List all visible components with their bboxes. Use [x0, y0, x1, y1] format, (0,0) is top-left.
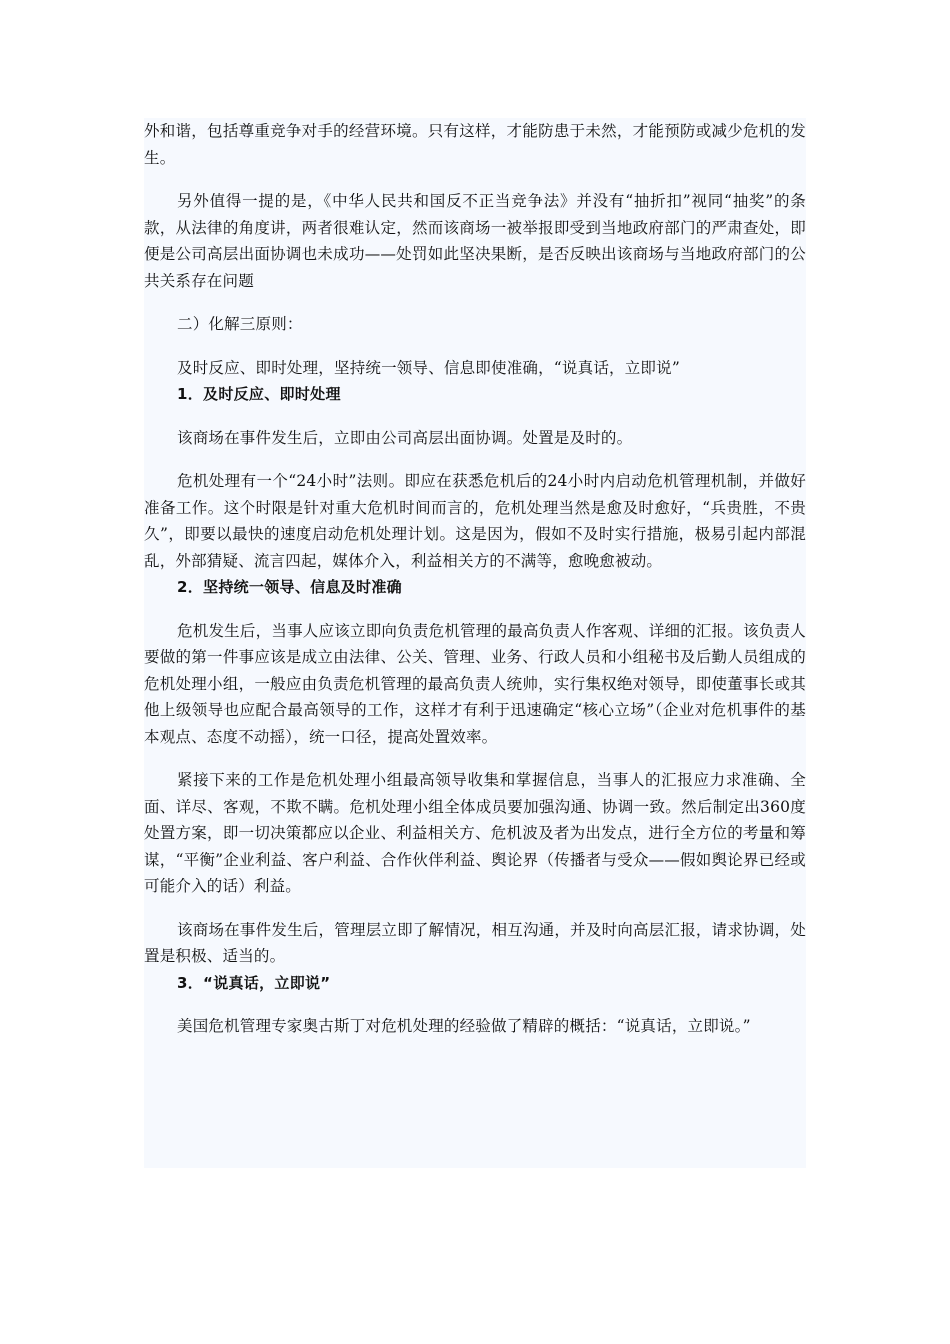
paragraph-crisis-team: 危机发生后，当事人应该立即向负责危机管理的最高负责人作客观、详细的汇报。该负责人要做的第一件事应该是成立由法律、公关、管理、业务、行政人员和小组秘书及后勤人员组成的危机处理小组，一般应由负责危机管理的最高负责人统帅，实行集权绝对领导，即使董事长或其他上级领导也应配合最高领导的工作，这样才有利于迅速确定“核心立场”（企业对危机事件的基本观点、态度不动摇），统一口径，提高处置效率。: [144, 621, 806, 746]
paragraph-principles-title: 二）化解三原则：: [177, 315, 303, 333]
heading-timely-response: 1．及时反应、即时处理: [177, 385, 341, 403]
heading-tell-truth: 3．“说真话，立即说”: [177, 973, 331, 992]
heading-unified-leadership: 2．坚持统一领导、信息及时准确: [177, 578, 402, 596]
document-page: [144, 118, 806, 1168]
paragraph-continued: 外和谐，包括尊重竞争对手的经营环境。只有这样，才能防患于未然，才能预防或减少危机的发生。: [144, 122, 806, 167]
paragraph-law-note: 另外值得一提的是，《中华人民共和国反不正当竞争法》并没有“抽折扣”视同“抽奖”的条款，从法律的角度讲，两者很难认定，然而该商场一被举报即受到当地政府部门的严肃查处，即便是公司高层出面协调也未成功——处罚如此坚决果断，是否反映出该商场与当地政府部门的公共关系存在问题: [144, 192, 806, 290]
paragraph-24-hour-rule: 危机处理有一个“24小时”法则。即应在获悉危机后的24小时内启动危机管理机制，并做好准备工作。这个时限是针对重大危机时间而言的，危机处理当然是愈及时愈好，“兵贵胜，不贵久”，即要以最快的速度启动危机处理计划。这是因为，假如不及时实行措施，极易引起内部混乱，外部猜疑、流言四起，媒体介入，利益相关方的不满等，愈晚愈被动。: [144, 472, 806, 570]
paragraph-management-case: 该商场在事件发生后，管理层立即了解情况，相互沟通，并及时向高层汇报，请求协调，处置是积极、适当的。: [144, 920, 806, 965]
paragraph-augustine-quote: 美国危机管理专家奥古斯丁对危机处理的经验做了精辟的概括：“说真话，立即说。”: [177, 1017, 751, 1035]
document-content: [144, 118, 806, 1040]
paragraph-principles-summary: 及时反应、即时处理，坚持统一领导、信息即使准确，“说真话，立即说”: [177, 358, 680, 377]
paragraph-information-gathering: 紧接下来的工作是危机处理小组最高领导收集和掌握信息，当事人的汇报应力求准确、全面、详尽、客观，不欺不瞒。危机处理小组全体成员要加强沟通、协调一致。然后制定出360度处置方案，即一切决策都应以企业、利益相关方、危机波及者为出发点，进行全方位的考量和筹谋，“平衡”企业利益、客户利益、合作伙伴利益、舆论界（传播者与受众——假如舆论界已经或可能介入的话）利益。: [144, 771, 806, 895]
paragraph-timely-case: 该商场在事件发生后，立即由公司高层出面协调。处置是及时的。: [177, 428, 633, 447]
